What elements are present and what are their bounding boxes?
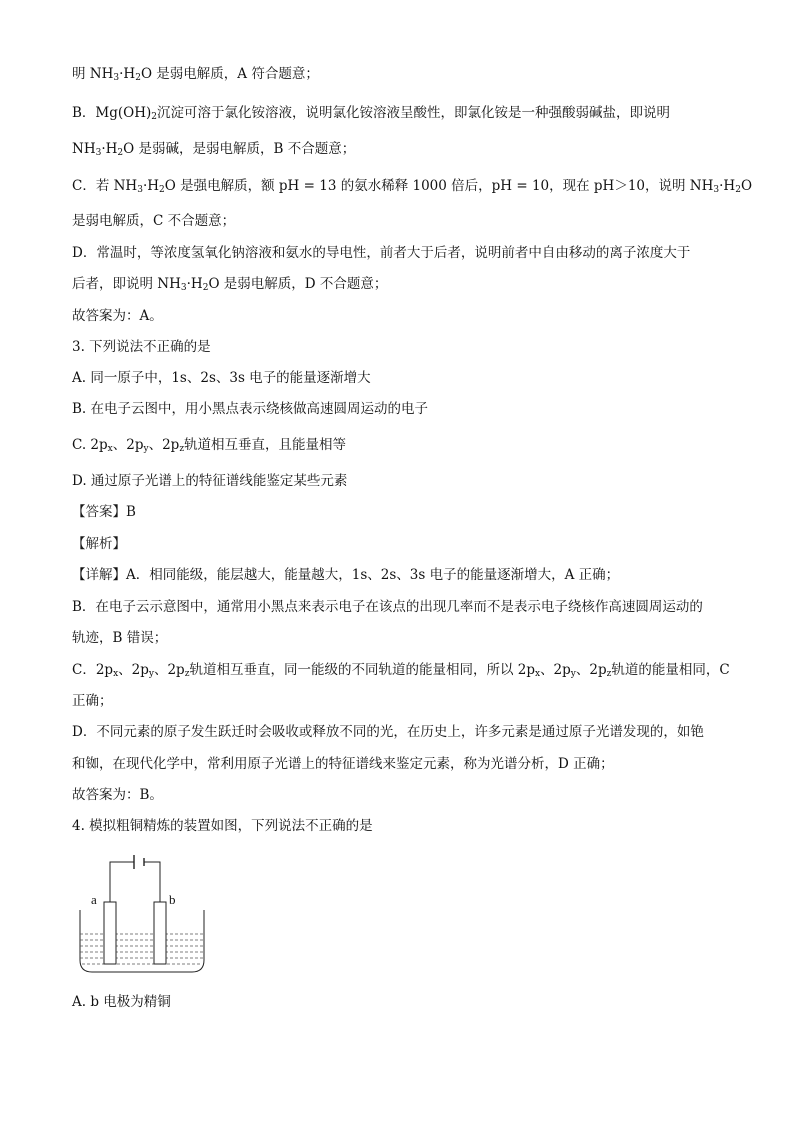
text-run: 轨道相互垂直，同一能级的不同轨道的能量相同，所以 2p xyxy=(189,662,535,678)
text-run: O 是弱电解质，A 符合题意； xyxy=(140,66,319,82)
subscript: 2 xyxy=(735,185,741,195)
text-run: 正确； xyxy=(72,693,113,709)
text-run: 、2p xyxy=(112,437,144,453)
subscript: 2 xyxy=(151,112,157,122)
text-run: 故答案为：A。 xyxy=(72,308,163,324)
text-run: ·H xyxy=(186,276,203,292)
text-run: 是弱电解质，C 不合题意； xyxy=(72,213,236,229)
electrode-label-b: b xyxy=(169,892,176,907)
text-line xyxy=(72,306,163,326)
subscript: z xyxy=(179,444,185,454)
text-run: O 是弱电解质，D 不合题意； xyxy=(208,276,388,292)
text-run: A. b 电极为精铜 xyxy=(72,994,171,1010)
text-run: C．2p xyxy=(72,662,114,678)
option-d xyxy=(72,471,347,491)
text-line xyxy=(72,628,167,648)
text-run: 和铷，在现代化学中，常利用原子光谱上的特征谱线来鉴定元素，称为光谱分析，D 正确； xyxy=(72,756,614,772)
text-line xyxy=(72,565,619,585)
subscript: 3 xyxy=(180,283,187,293)
text-run: 、2p xyxy=(575,662,607,678)
electrode-label-a: a xyxy=(91,892,97,907)
text-run: 、2p xyxy=(118,662,149,678)
text-line xyxy=(72,139,355,159)
text-run: O xyxy=(740,178,753,194)
text-line xyxy=(72,274,387,294)
answer-heading xyxy=(72,502,136,522)
text-run: C．若 NH xyxy=(72,178,138,194)
subscript: 3 xyxy=(95,148,102,158)
text-line xyxy=(72,691,113,711)
text-run: O 是强电解质，额 pH = 13 的氨水稀释 1000 倍后，pH = 10，现在 pH＞10，说明 NH xyxy=(164,178,714,194)
subscript: 3 xyxy=(137,185,143,195)
text-run: 、2p xyxy=(153,662,185,678)
text-run: 4. 模拟粗铜精炼的装置如图，下列说法不正确的是 xyxy=(72,818,373,834)
question-stem xyxy=(72,816,373,836)
text-run: 【解析】 xyxy=(72,536,126,552)
text-line xyxy=(72,243,690,263)
question-stem xyxy=(72,337,211,357)
text-run: D. 通过原子光谱上的特征谱线能鉴定某些元素 xyxy=(72,473,348,489)
subscript: y xyxy=(148,669,154,679)
text-run: 后者，即说明 NH xyxy=(72,276,181,292)
text-run: ·H xyxy=(719,178,736,194)
text-run: 【答案】B xyxy=(72,504,136,520)
text-line xyxy=(72,660,730,680)
text-run: 轨道的能量相同，C xyxy=(611,662,730,678)
text-run: 故答案为：B。 xyxy=(72,787,163,803)
text-line xyxy=(72,722,704,742)
text-run: B．Mg(OH) xyxy=(72,105,152,121)
subscript: 2 xyxy=(117,148,124,158)
analysis-heading xyxy=(72,534,126,554)
option-a xyxy=(72,368,371,388)
text-run: D．常温时，等浓度氢氧化钠溶液和氨水的导电性，前者大于后者，说明前者中自由移动的离子浓度大于 xyxy=(72,245,691,261)
text-run: 、2p xyxy=(540,662,571,678)
text-run: B．在电子云示意图中，通常用小黑点来表示电子在该点的出现几率而不是表示电子绕核作高速圆周运动的 xyxy=(72,599,703,615)
text-line xyxy=(72,754,614,774)
text-line xyxy=(72,64,319,84)
text-run: ·H xyxy=(119,66,136,82)
text-run: 沉淀可溶于氯化铵溶液，说明氯化铵溶液呈酸性，即氯化铵是一种强酸弱碱盐，即说明 xyxy=(157,105,670,121)
text-run: B. 在电子云图中，用小黑点表示绕核做高速圆周运动的电子 xyxy=(72,401,429,417)
text-run: 明 NH xyxy=(72,66,114,82)
option-b xyxy=(72,399,428,419)
text-run: ·H xyxy=(142,178,160,194)
text-run: 、2p xyxy=(148,437,180,453)
text-run: 轨迹，B 错误； xyxy=(72,630,168,646)
subscript: x xyxy=(107,444,113,454)
subscript: 2 xyxy=(159,185,165,195)
subscript: z xyxy=(606,669,612,679)
text-run: ·H xyxy=(101,141,118,157)
subscript: 2 xyxy=(202,283,209,293)
subscript: x xyxy=(113,669,119,679)
text-line xyxy=(72,211,235,231)
text-run: D．不同元素的原子发生跃迁时会吸收或释放不同的光，在历史上，许多元素是通过原子光谱发现的，如铯 xyxy=(72,724,704,740)
text-line xyxy=(72,785,163,805)
option-a xyxy=(72,992,171,1012)
electrolysis-apparatus-figure xyxy=(72,850,212,980)
subscript: y xyxy=(143,444,149,454)
text-line xyxy=(72,103,670,123)
text-line xyxy=(72,176,752,196)
text-run: NH xyxy=(72,141,96,157)
text-run: C. 2p xyxy=(72,437,108,453)
subscript: 2 xyxy=(135,73,141,83)
subscript: 3 xyxy=(113,73,120,83)
text-line xyxy=(72,597,703,617)
text-run: 轨道相互垂直，且能量相等 xyxy=(184,437,347,453)
text-run: 3. 下列说法不正确的是 xyxy=(72,339,211,355)
option-c xyxy=(72,435,346,455)
text-run: O 是弱碱，是弱电解质，B 不合题意； xyxy=(123,141,356,157)
subscript: z xyxy=(184,669,190,679)
subscript: 3 xyxy=(713,185,720,195)
text-run: 【详解】A．相同能级，能层越大，能量越大，1s、2s、3s 电子的能量逐渐增大，A 正确； xyxy=(72,567,620,583)
text-run: A. 同一原子中，1s、2s、3s 电子的能量逐渐增大 xyxy=(72,370,371,386)
subscript: y xyxy=(570,669,576,679)
subscript: x xyxy=(534,669,541,679)
